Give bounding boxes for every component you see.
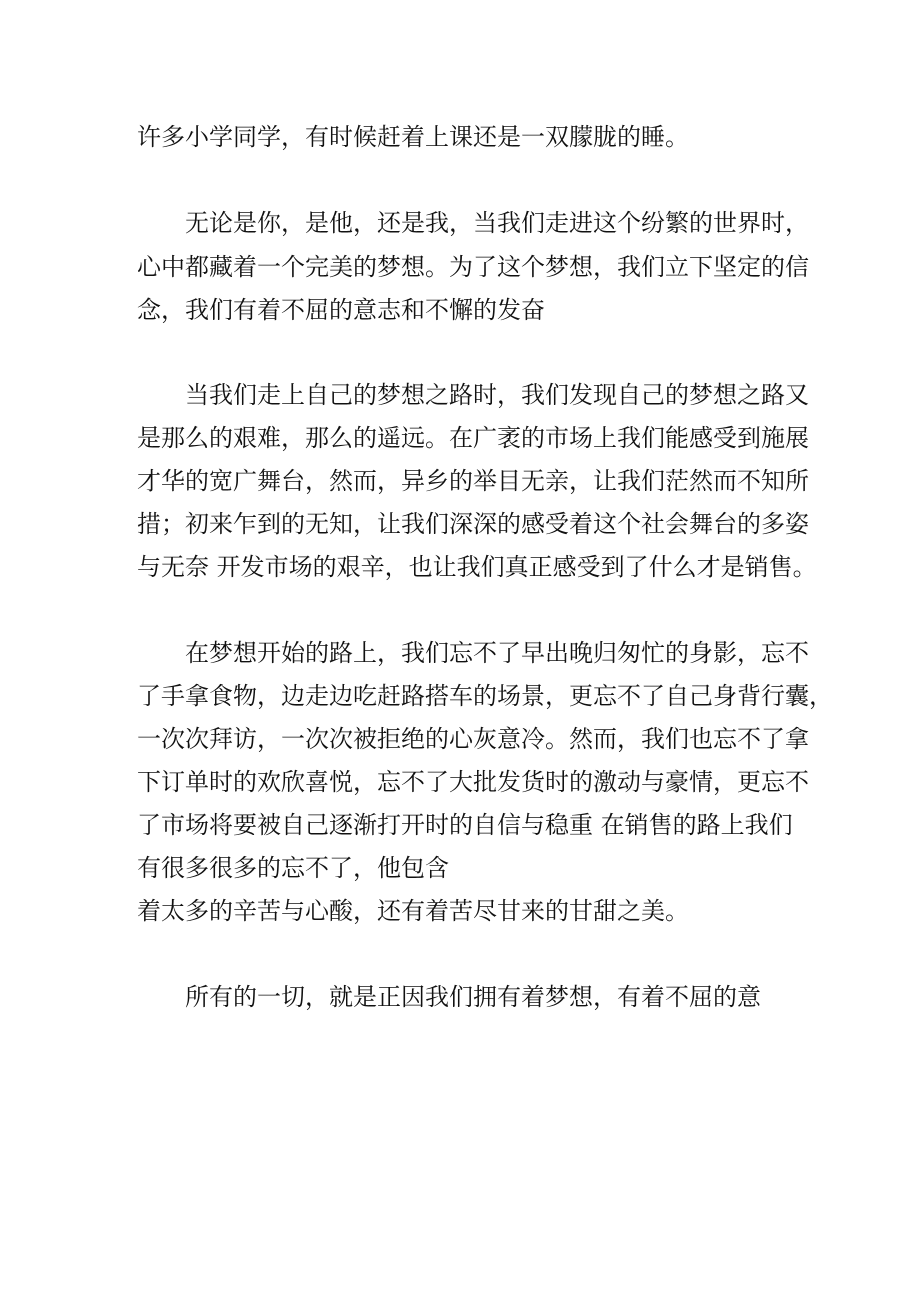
text-line: 措；初来乍到的无知，让我们深深的感受着这个社会舞台的多姿: [137, 510, 809, 538]
text-line: 了手拿食物，边走边吃赶路搭车的场景，更忘不了自己身背行囊，: [137, 682, 833, 710]
text-line: 才华的宽广舞台，然而，异乡的举目无亲，让我们茫然而不知所: [137, 467, 809, 495]
text-line: 一次次拜访，一次次被拒绝的心灰意冷。然而，我们也忘不了拿: [137, 725, 809, 753]
text-line: 是那么的艰难，那么的遥远。在广袤的市场上我们能感受到施展: [137, 424, 809, 452]
text-line: 在梦想开始的路上，我们忘不了早出晚归匆忙的身影，忘不: [185, 639, 809, 667]
text-line: 心中都藏着一个完美的梦想。为了这个梦想，我们立下坚定的信: [137, 253, 809, 281]
text-line: 念，我们有着不屈的意志和不懈的发奋: [137, 296, 545, 324]
text-line: 有很多很多的忘不了，他包含: [137, 854, 449, 882]
text-line: 无论是你，是他，还是我，当我们走进这个纷繁的世界时，: [185, 209, 809, 237]
text-line: 下订单时的欢欣喜悦，忘不了大批发货时的激动与豪情，更忘不: [137, 768, 809, 796]
text-line: 所有的一切，就是正因我们拥有着梦想，有着不屈的意: [185, 983, 761, 1011]
text-line: 当我们走上自己的梦想之路时，我们发现自己的梦想之路又: [185, 381, 809, 409]
text-line: 许多小学同学，有时候赶着上课还是一双朦胧的睡。: [137, 123, 689, 151]
text-line: 了市场将要被自己逐渐打开时的自信与稳重 在销售的路上我们: [137, 811, 793, 839]
text-line: 与无奈 开发市场的艰辛，也让我们真正感受到了什么才是销售。: [137, 553, 817, 581]
text-line: 着太多的辛苦与心酸，还有着苦尽甘来的甘甜之美。: [137, 897, 689, 925]
